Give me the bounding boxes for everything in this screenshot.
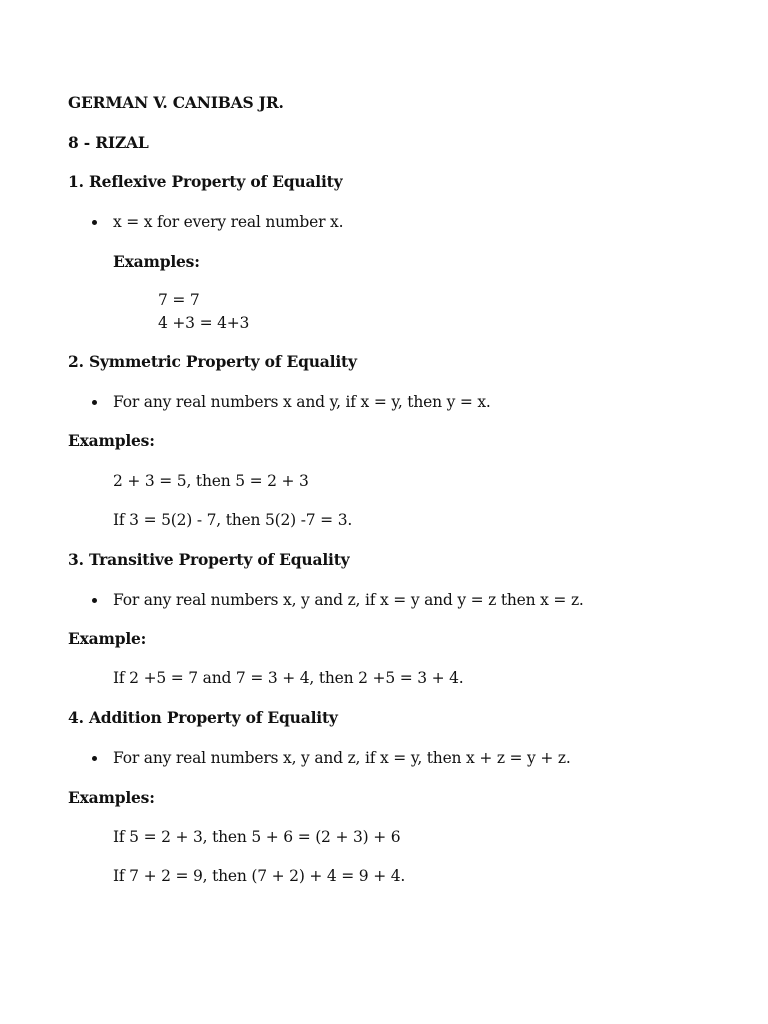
bullet-icon bbox=[92, 756, 97, 761]
section-3-examples-label: Example: bbox=[68, 629, 147, 648]
section-2-example-1: 2 + 3 = 5, then 5 = 2 + 3 bbox=[113, 472, 309, 490]
bullet-icon bbox=[92, 400, 97, 405]
bullet-icon bbox=[92, 220, 97, 225]
bullet-icon bbox=[92, 598, 97, 603]
section-4-examples-label: Examples: bbox=[68, 788, 155, 807]
section-4-example-1: If 5 = 2 + 3, then 5 + 6 = (2 + 3) + 6 bbox=[113, 828, 401, 846]
section-1-examples-label: Examples: bbox=[113, 252, 200, 271]
section-1-example-2: 4 +3 = 4+3 bbox=[158, 314, 250, 332]
section-4-definition: For any real numbers x, y and z, if x = y, then x + z = y + z. bbox=[113, 749, 571, 767]
class-section: 8 - RIZAL bbox=[68, 133, 149, 152]
section-3-example-1: If 2 +5 = 7 and 7 = 3 + 4, then 2 +5 = 3 + 4. bbox=[113, 669, 464, 687]
section-2-example-2: If 3 = 5(2) - 7, then 5(2) -7 = 3. bbox=[113, 511, 353, 529]
section-3-definition: For any real numbers x, y and z, if x = y and y = z then x = z. bbox=[113, 591, 584, 609]
section-4-example-2: If 7 + 2 = 9, then (7 + 2) + 4 = 9 + 4. bbox=[113, 867, 406, 885]
section-2-examples-label: Examples: bbox=[68, 431, 155, 450]
section-1-example-1: 7 = 7 bbox=[158, 291, 200, 309]
author-name: GERMAN V. CANIBAS JR. bbox=[68, 93, 284, 112]
section-heading-2: 2. Symmetric Property of Equality bbox=[68, 352, 357, 371]
section-1-definition: x = x for every real number x. bbox=[113, 213, 344, 231]
section-heading-3: 3. Transitive Property of Equality bbox=[68, 550, 350, 569]
section-heading-1: 1. Reflexive Property of Equality bbox=[68, 172, 343, 191]
section-2-definition: For any real numbers x and y, if x = y, then y = x. bbox=[113, 393, 491, 411]
section-heading-4: 4. Addition Property of Equality bbox=[68, 708, 338, 727]
